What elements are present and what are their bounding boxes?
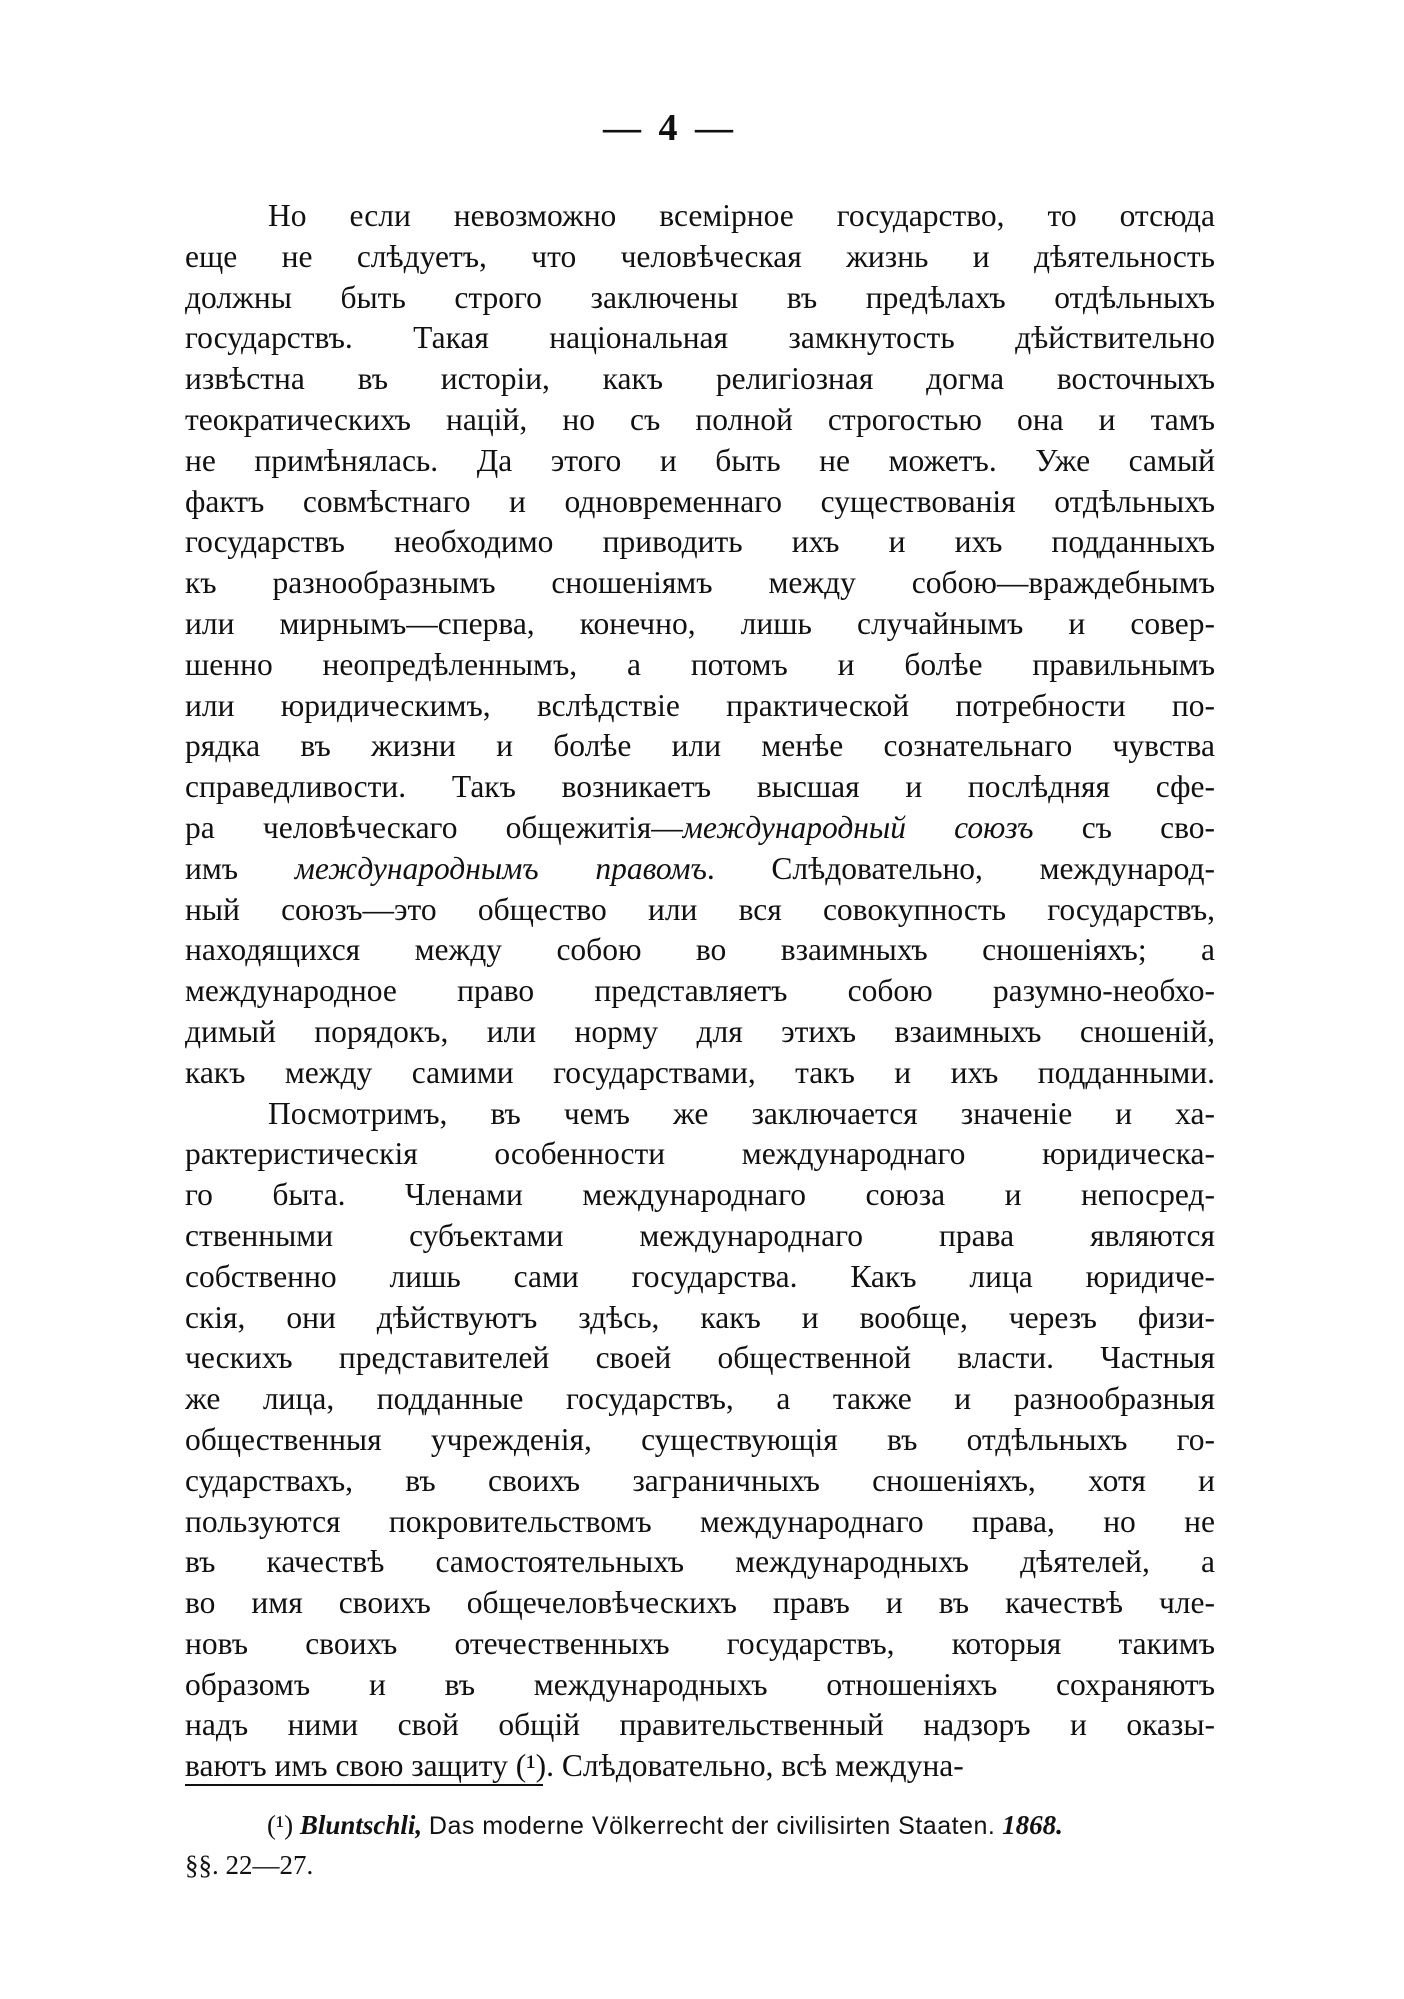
text-segment: общественныя учрежденія, существующія въ отдѣльныхъ го- xyxy=(185,1421,1215,1457)
text-line xyxy=(185,563,1215,604)
footnote-line-1 xyxy=(185,1805,1215,1845)
text-segment: теократическихъ націй, но съ полной строгостью она и тамъ xyxy=(185,401,1215,437)
text-line xyxy=(185,1502,1215,1543)
text-line xyxy=(185,1746,1215,1787)
text-line xyxy=(185,400,1215,441)
text-segment: во имя своихъ общечеловѣческихъ правъ и въ качествѣ чле- xyxy=(185,1585,1215,1621)
text-line xyxy=(185,441,1215,482)
text-line xyxy=(185,849,1215,890)
text-segment: димый порядокъ, или норму для этихъ взаимныхъ сношеній, xyxy=(185,1013,1215,1049)
text-segment: надъ ними свой общій правительственный надзоръ и оказы- xyxy=(185,1707,1215,1743)
text-line xyxy=(185,1583,1215,1624)
text-segment: или мирнымъ—сперва, конечно, лишь случайнымъ и совер- xyxy=(185,605,1215,641)
text-segment: Но если невозможно всемірное государство, то отсюда xyxy=(268,198,1215,233)
text-segment: пользуются покровительствомъ международнаго права, но не xyxy=(185,1503,1215,1539)
text-segment: находящихся между собою во взаимныхъ сношеніяхъ; а xyxy=(185,932,1215,968)
text-line xyxy=(185,196,1215,237)
text-segment: международное право представляетъ собою разумно-необхо- xyxy=(185,973,1215,1009)
text-segment: скія, они дѣйствуютъ здѣсь, какъ и вообще, черезъ физи- xyxy=(185,1299,1215,1335)
text-segment: же лица, подданные государствъ, а также и разнообразныя xyxy=(185,1381,1215,1417)
text-line xyxy=(185,278,1215,319)
text-segment: шенно неопредѣленнымъ, а потомъ и болѣе правильнымъ xyxy=(185,646,1215,682)
text-line xyxy=(185,1175,1215,1216)
text-segment: рактеристическія особенности международнаго юридическа- xyxy=(185,1136,1215,1172)
text-segment: имъ xyxy=(185,850,295,886)
text-segment: образомъ и въ международныхъ отношеніяхъ сохраняютъ xyxy=(185,1666,1215,1702)
italic-term: международный союзъ xyxy=(682,809,1034,845)
text-segment: извѣстна въ исторіи, какъ религіозная догма восточныхъ xyxy=(185,361,1215,397)
text-line xyxy=(185,971,1215,1012)
text-line xyxy=(185,1216,1215,1257)
text-segment: ваютъ имъ свою защиту (¹). Слѣдовательно, всѣ междуна- xyxy=(185,1748,964,1784)
text-line xyxy=(185,1053,1215,1094)
text-line xyxy=(185,1420,1215,1461)
text-segment: государствъ необходимо приводить ихъ и ихъ подданныхъ xyxy=(185,524,1215,560)
text-line xyxy=(185,1012,1215,1053)
footnote xyxy=(185,1805,1215,1885)
text-segment: къ разнообразнымъ сношеніямъ между собою—враждебнымъ xyxy=(185,565,1215,601)
text-line xyxy=(185,767,1215,808)
text-line xyxy=(185,686,1215,727)
text-segment: какъ между самими государствами, такъ и ихъ подданными. xyxy=(185,1054,1215,1090)
text-line xyxy=(185,1134,1215,1175)
text-segment: ственными субъектами международнаго права являются xyxy=(185,1217,1215,1253)
footnote-sections: §§. 22—27. xyxy=(185,1850,314,1880)
text-line xyxy=(185,237,1215,278)
text-segment: съ сво- xyxy=(1033,809,1215,845)
text-segment: новъ своихъ отечественныхъ государствъ, которыя такимъ xyxy=(185,1625,1215,1661)
text-line xyxy=(185,522,1215,563)
footnote-year: 1868. xyxy=(1002,1810,1063,1840)
text-line xyxy=(185,726,1215,767)
text-line xyxy=(185,645,1215,686)
page-number: — 4 — xyxy=(603,107,737,149)
paragraph xyxy=(185,196,1215,1094)
text-segment: . Слѣдовательно, международ- xyxy=(706,850,1215,886)
text-line xyxy=(185,1338,1215,1379)
text-line xyxy=(185,1379,1215,1420)
text-line xyxy=(185,1705,1215,1746)
text-line xyxy=(185,482,1215,523)
footnote-line-2 xyxy=(185,1845,1215,1885)
italic-term: международнымъ правомъ xyxy=(294,850,707,886)
text-line xyxy=(185,930,1215,971)
text-segment: государствъ. Такая національная замкнутость дѣйствительно xyxy=(185,320,1215,356)
text-segment: Посмотримъ, въ чемъ же заключается значеніе и ха- xyxy=(268,1095,1215,1131)
text-line xyxy=(185,359,1215,400)
footnote-marker: (¹) xyxy=(267,1810,294,1840)
text-line xyxy=(185,808,1215,849)
text-segment: въ качествѣ самостоятельныхъ международныхъ дѣятелей, а xyxy=(185,1544,1215,1580)
text-segment: ра человѣческаго общежитія— xyxy=(185,809,683,845)
text-segment: или юридическимъ, вслѣдствіе практической потребности по- xyxy=(185,687,1215,723)
text-line xyxy=(185,1624,1215,1665)
footnote-title: Das moderne Völkerrecht der civilisirten Staaten. xyxy=(428,1812,996,1840)
text-segment: ческихъ представителей своей общественной власти. Частныя xyxy=(185,1340,1215,1376)
text-segment: еще не слѣдуетъ, что человѣческая жизнь и дѣятельность xyxy=(185,238,1215,274)
text-line xyxy=(185,890,1215,931)
text-line xyxy=(185,1665,1215,1706)
text-segment: го быта. Членами международнаго союза и непосред- xyxy=(185,1177,1215,1213)
text-line xyxy=(185,604,1215,645)
paragraph xyxy=(185,1094,1215,1788)
text-line xyxy=(185,1461,1215,1502)
text-segment: фактъ совмѣстнаго и одновременнаго существованія отдѣльныхъ xyxy=(185,483,1215,519)
footnote-divider xyxy=(185,1784,543,1786)
text-segment: должны быть строго заключены въ предѣлахъ отдѣльныхъ xyxy=(185,279,1215,315)
text-line xyxy=(185,1298,1215,1339)
text-segment: собственно лишь сами государства. Какъ лица юридиче- xyxy=(185,1258,1215,1294)
body-text xyxy=(185,196,1215,1787)
text-segment: сударствахъ, въ своихъ заграничныхъ сношеніяхъ, хотя и xyxy=(185,1462,1215,1498)
text-segment: ный союзъ—это общество или вся совокупность государствъ, xyxy=(185,891,1215,927)
footnote-author: Bluntschli, xyxy=(299,1810,423,1840)
text-segment: справедливости. Такъ возникаетъ высшая и послѣдняя сфе- xyxy=(185,769,1215,805)
text-segment: не примѣнялась. Да этого и быть не можетъ. Уже самый xyxy=(185,442,1215,478)
text-line xyxy=(185,1542,1215,1583)
text-line xyxy=(185,1094,1215,1135)
text-line xyxy=(185,318,1215,359)
text-segment: рядка въ жизни и болѣе или менѣе сознательнаго чувства xyxy=(185,728,1215,764)
text-line xyxy=(185,1257,1215,1298)
